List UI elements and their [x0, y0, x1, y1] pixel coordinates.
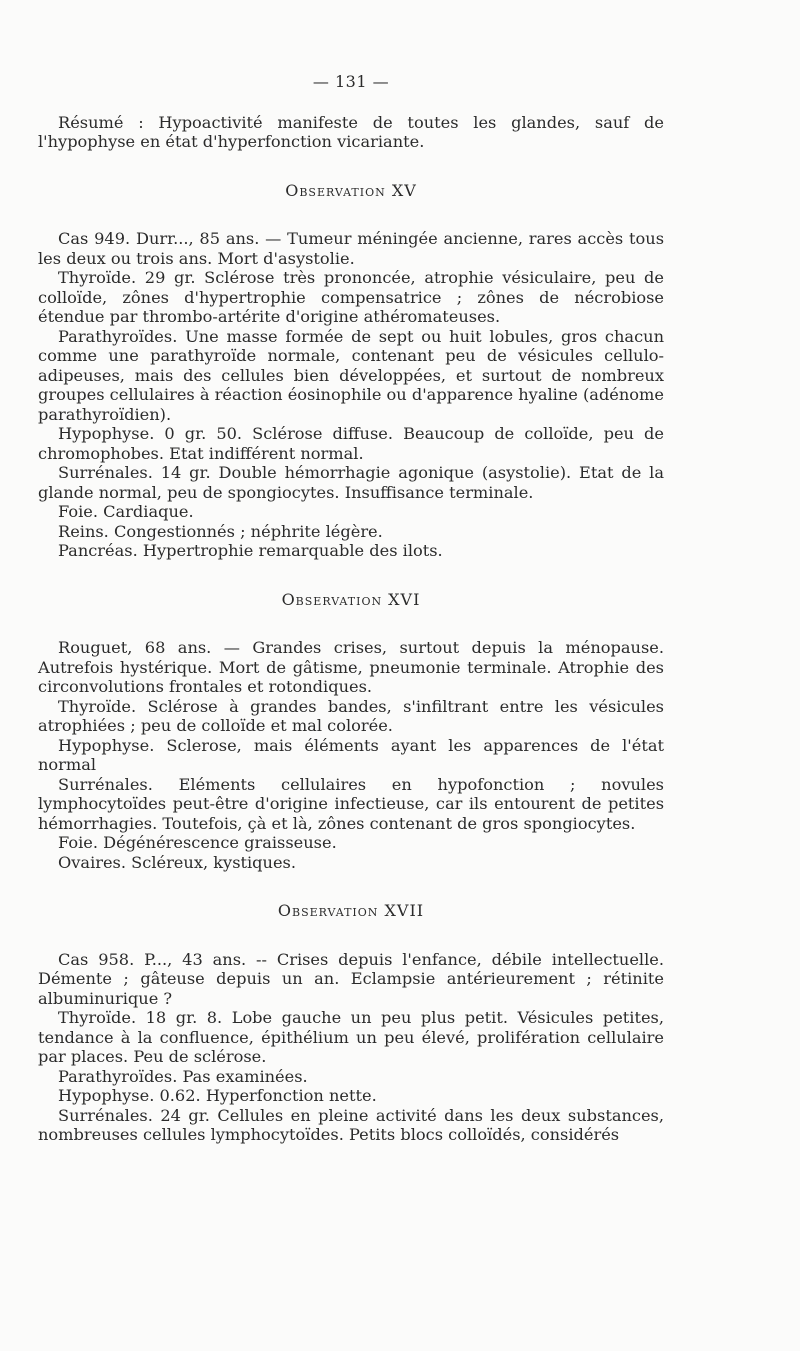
- observation-paragraph: Parathyroïdes. Une masse formée de sept ou huit lobules, gros chacun comme une parathyroïde normale, contenant peu de vésicules cellulo-adipeuses, mais des cellules bien développées, et surtout de nombreux groupes cellulaires à réaction éosinophile ou d'apparence hyaline (adénome parathyroïdien).: [38, 326, 664, 424]
- summary-paragraph: Résumé : Hypoactivité manifeste de toutes les glandes, sauf de l'hypophyse en état d'hyperfonction vicariante.: [38, 112, 664, 151]
- observation-paragraph: Rouguet, 68 ans. — Grandes crises, surtout depuis la ménopause. Autrefois hystérique. Mort de gâtisme, pneumonie terminale. Atrophie des circonvolutions frontales et rotondiques.: [38, 638, 664, 696]
- observation-paragraph: Surrénales. 24 gr. Cellules en pleine activité dans les deux substances, nombreuses cellules lymphocytoïdes. Petits blocs colloïdés, considérés: [38, 1105, 664, 1144]
- observation-paragraph: Foie. Dégénérescence graisseuse.: [58, 833, 337, 852]
- observation-paragraph: Thyroïde. Sclérose à grandes bandes, s'infiltrant entre les vésicules atrophiées ; peu de colloïde et mal colorée.: [38, 696, 664, 735]
- observation-paragraph: Parathyroïdes. Pas examinées.: [58, 1066, 308, 1086]
- observation-paragraph: Hypophyse. 0 gr. 50. Sclérose diffuse. Beaucoup de colloïde, peu de chromophobes. Etat indifférent normal.: [38, 424, 664, 463]
- observation-paragraph: Reins. Congestionnés ; néphrite légère.: [58, 521, 383, 541]
- observation-paragraph: Thyroïde. 18 gr. 8. Lobe gauche un peu plus petit. Vésicules petites, tendance à la confluence, épithélium un peu élevé, prolifération cellulaire par places. Peu de sclérose.: [38, 1008, 664, 1066]
- observation-heading: Observation XVI: [281, 589, 421, 609]
- observation-paragraph: Thyroïde. 29 gr. Sclérose très prononcée, atrophie vésiculaire, peu de colloïde, zônes d'hypertrophie compensatrice ; zônes de nécrobiose étendue par thrombo-artérite d'origine athéromateuses.: [38, 268, 664, 326]
- observation-paragraph: Pancréas. Hypertrophie remarquable des ilots.: [58, 541, 443, 560]
- observation-heading: Observation XVII: [277, 901, 425, 920]
- observation-paragraph: Hypophyse. 0.62. Hyperfonction nette.: [58, 1086, 377, 1105]
- observation-paragraph: Cas 949. Durr..., 85 ans. — Tumeur méningée ancienne, rares accès tous les deux ou trois ans. Mort d'asystolie.: [38, 229, 664, 268]
- observation-paragraph: Surrénales. 14 gr. Double hémorrhagie agonique (asystolie). Etat de la glande normal, peu de spongiocytes. Insuffisance terminale.: [38, 463, 664, 502]
- observation-xv: [38, 181, 664, 561]
- observation-xvii: [38, 901, 664, 1145]
- observation-paragraph: Cas 958. P..., 43 ans. -- Crises depuis l'enfance, débile intellectuelle. Démente ; gâteuse depuis un an. Eclampsie antérieurement ; rétinite albuminurique ?: [38, 949, 664, 1008]
- observation-xvi: [38, 590, 664, 873]
- page-number: — 131 —: [312, 72, 390, 91]
- observation-paragraph: Surrénales. Eléments cellulaires en hypofonction ; novules lymphocytoïdes peut-être d'origine infectieuse, car ils entourent de petites hémorrhagies. Toutefois, çà et là, zônes contenant de gros spongiocytes.: [38, 774, 664, 833]
- observation-paragraph: Foie. Cardiaque.: [58, 502, 194, 521]
- observation-paragraph: Ovaires. Scléreux, kystiques.: [58, 852, 296, 872]
- page-text: [38, 72, 664, 1145]
- observation-paragraph: Hypophyse. Sclerose, mais éléments ayant les apparences de l'état normal: [38, 735, 664, 774]
- observation-heading: Observation XV: [285, 180, 417, 200]
